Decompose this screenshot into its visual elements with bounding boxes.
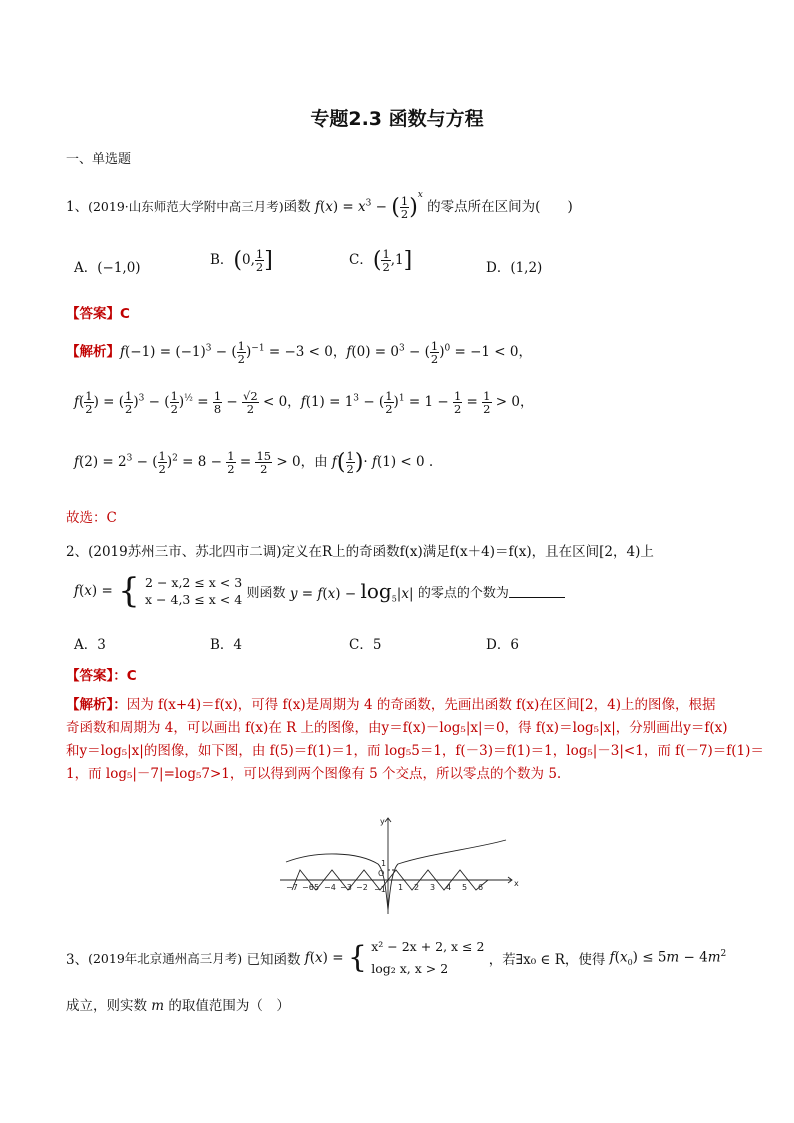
tick-label: 4 [446,883,452,892]
option-b[interactable]: B．4 [210,637,243,653]
analysis-line-1: 因为 f(x+4)＝f(x)，可得 f(x)是周期为 4 的奇函数，先画出函数 f(x)在区间[2，4)上的图像，根据 [126,697,716,713]
analysis-1 [66,340,532,365]
answer-label: 【答案】： [66,668,127,684]
analysis-formula-2: f( $\frac{1}{2}$ ) = ( $\frac{1}{2}$ )$^3$ − ( $\frac{1}{2}$ )$^{\frac{1}{2}}$ = $\frac{1}{8}$ − $\frac{√2}{2}$ < 0，$f(1) = 1^3$ − ( $\frac{1}{2}$ )$^1$ = 1 − $\frac{1}{2}$ = $\frac{1}{2}$ > 0， [74,389,534,416]
answer-value: C [120,306,130,322]
question-3: 3、(2019年北京通州高三月考) 已知函数 f(x) = { x² − 2x + 2, x ≤ 2 log₂ x, x > 2 ，若∃x₀ ∈ R，使得 $f(x_0) \le 5m - 4m^2$ [66,936,726,980]
tick-label: 5 [314,883,320,892]
option-a[interactable]: A．(−1,0) [74,260,141,276]
answer-2 [66,664,137,684]
question-number: 3、 [66,952,89,968]
analysis-formula-1: $f(-1) = (-1)^3$ − ( $\frac{1}{2}$ )$^{-1}$ = −3 < 0，$f(0) = 0^3$ − ( $\frac{1}{2}$ )$^0$ = −1 < 0， [120,339,532,366]
question-2-piecewise: f(x) = { 2 − x,2 ≤ x < 3 x − 4,3 ≤ x < 4 则函数 $y = f(x) - \log_5|x|$ 的零点的个数为 [74,574,565,608]
analysis-line-2: 奇函数和周期为 4，可以画出 f(x)在 R 上的图像，由y＝f(x)－log₅|x|＝0，得 f(x)＝log₅|x|，分别画出y＝f(x) [66,720,728,736]
question-text: 成立，则实数 [66,998,147,1014]
tick-label: −2 [356,883,368,892]
y-axis-label: y [380,817,385,826]
tick-label: −1 [374,885,386,894]
option-a[interactable]: A．3 [74,637,106,653]
piece-1: x² − 2x + 2, x ≤ 2 [371,939,485,954]
tick-label: −3 [340,883,352,892]
option-d[interactable]: D．6 [486,637,519,653]
option-c[interactable]: C．( $\frac{1}{2}$ ,1] [349,247,413,274]
tick-label: −7 [286,883,298,892]
analysis-label: 【解析】： [66,697,127,713]
graph-log-left [286,854,388,910]
question-text-mid: 则函数 [246,585,286,601]
answer-1 [66,302,130,322]
question-text: 定义在R上的奇函数f(x)满足f(x＋4)＝f(x)，且在区间[2，4)上 [281,544,654,560]
question-text-end: 的零点的个数为 [417,585,509,601]
option-c[interactable]: C．5 [349,637,382,653]
question-source: (2019年北京通州高三月考) [88,951,243,966]
tick-label: 1 [398,883,404,892]
option-b[interactable]: B．(0, $\frac{1}{2}$ ] [210,247,273,274]
analysis-formula-3: $f(2) = 2^3$ − ( $\frac{1}{2}$ )$^2$ = 8 − $\frac{1}{2}$ = $\frac{15}{2}$ > 0，由 f( $\frac{1}{2}$ )· f(1) < 0 . [74,449,434,476]
function-graph [278,812,518,916]
origin-label: O [378,869,385,878]
tick-label: −6 [302,883,314,892]
tick-label: 5 [462,883,468,892]
section-heading: 一、单选题 [66,152,132,167]
tick-label: 2 [414,883,420,892]
question-source: (2019·山东师范大学附中高三月考) [88,199,284,214]
answer-value: C [126,668,137,684]
question-text-end: 的零点所在区间为( ) [427,199,573,215]
analysis-label: 【解析】 [66,344,120,360]
analysis-line-3: 和y＝log₅|x|的图像，如下图，由 f(5)＝f(1)＝1，而 log₅5＝1，f(－3)＝f(1)＝1，log₅|－3|<1，而 f(－7)＝f(1)＝ [66,743,764,759]
question-number: 2、 [66,544,89,560]
question-3-line-2: 成立，则实数 m 的取值范围为（ ） [66,998,290,1014]
y-one-label: 1 [381,859,387,868]
question-2 [66,540,654,560]
tick-label: 6 [478,883,484,892]
tick-label: −4 [324,883,336,892]
option-d[interactable]: D．(1,2) [486,260,543,276]
piece-2: x − 4,3 ≤ x < 4 [145,592,243,607]
x-axis-label: x [514,879,519,888]
question-source: (2019苏州三市、苏北四市二调) [88,544,282,560]
piece-2: log₂ x, x > 2 [371,961,449,976]
analysis-2 [66,694,764,786]
tick-label: 3 [430,883,436,892]
question-text-mid: ，若∃x₀ ∈ R，使得 [488,952,606,968]
graph-log-right [388,840,506,910]
page-title: 专题2.3 函数与方程 [310,108,484,130]
analysis-line-4: 1，而 log₅|－7|=log₅7>1，可以得到两个图像有 5 个交点，所以零点的个数为 5. [66,766,562,782]
question-1 [66,190,573,220]
conclusion-1: 故选：C [66,510,117,526]
question-text-end: 的取值范围为（ ） [168,998,290,1014]
answer-label: 【答案】 [66,306,120,322]
formula-q1: $f(x) = x^3$ − ( $\frac{1}{2}$ )$^x$ [314,190,423,221]
answer-blank[interactable] [509,585,565,598]
question-text: 函数 [283,199,311,215]
question-number: 1、 [66,199,89,215]
piece-1: 2 − x,2 ≤ x < 3 [145,575,243,590]
question-text: 已知函数 [246,952,301,968]
